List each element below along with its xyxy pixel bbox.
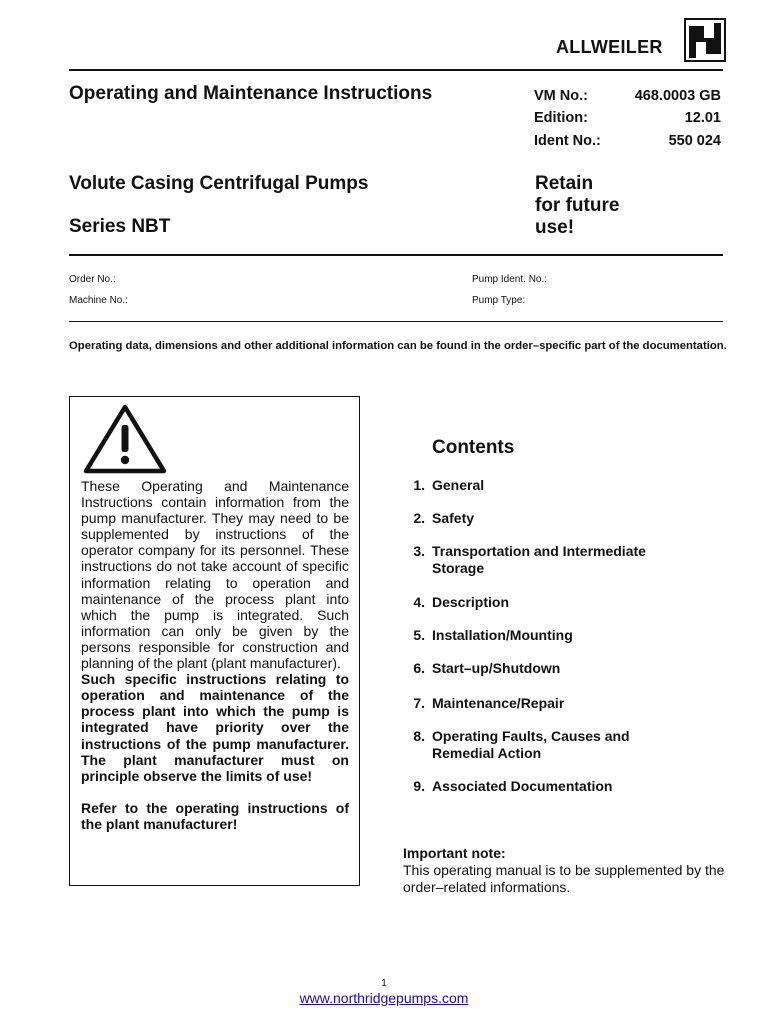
warning-triangle-icon bbox=[82, 403, 168, 475]
important-note-text: This operating manual is to be supplemented by the order–related informations. bbox=[403, 862, 725, 895]
contents-title: Contents bbox=[432, 437, 515, 458]
document-title: Operating and Maintenance Instructions bbox=[69, 83, 433, 104]
important-note-title: Important note: bbox=[403, 845, 506, 861]
warning-paragraph-1: These Operating and Maintenance Instructions contain information from the pump manufacturer. They may need to be supplemented by instructions of the operator company for its personnel. These instructions do not take account of specific information relating to operation and maintenance of the process plant into which the pump is integrated. Such information can only be given by the persons responsible for construction and planning of the plant (plant manufacturer). bbox=[81, 478, 349, 672]
toc-item-number: 7. bbox=[413, 695, 425, 711]
ident-no-value: 550 024 bbox=[668, 133, 721, 149]
series-name: Series NBT bbox=[69, 216, 171, 237]
toc-item-label: Associated Documentation bbox=[432, 778, 613, 794]
machine-no-field: Machine No.: bbox=[69, 295, 128, 306]
vm-no-label: VM No.: bbox=[534, 88, 588, 104]
toc-item-label: General bbox=[432, 477, 485, 493]
toc-item-label: Start–up/Shutdown bbox=[432, 660, 561, 676]
ident-no-label: Ident No.: bbox=[534, 133, 601, 149]
toc-item-number: 9. bbox=[413, 778, 425, 794]
retain-notice-line2: for future bbox=[535, 195, 620, 216]
pump-ident-no-field: Pump Ident. No.: bbox=[472, 274, 548, 285]
toc-item-label: Transportation and Intermediate Storage bbox=[432, 543, 646, 576]
warning-paragraph-3: Refer to the operating instructions of the plant manufacturer! bbox=[81, 799, 349, 832]
toc-item-number: 1. bbox=[413, 477, 425, 493]
order-no-field: Order No.: bbox=[69, 274, 116, 285]
footer-website-link[interactable]: www.northridgepumps.com bbox=[299, 990, 469, 1006]
edition-label: Edition: bbox=[534, 110, 588, 126]
warning-paragraph-2: Such specific instructions relating to operation and maintenance of the process plant into which the pump is integrated have priority over the instructions of the pump manufacturer. The plant manufacturer must on principle observe the limits of use! bbox=[81, 671, 349, 784]
documentation-note: Operating data, dimensions and other additional information can be found in the order–specific part of the documentation. bbox=[69, 340, 727, 352]
logo-brand-text: ALLWEILER bbox=[556, 37, 663, 57]
vm-no-value: 468.0003 GB bbox=[634, 88, 721, 104]
toc-item-label: Operating Faults, Causes and Remedial Action bbox=[432, 728, 630, 761]
toc-item-number: 4. bbox=[413, 594, 425, 610]
toc-item-label: Maintenance/Repair bbox=[432, 695, 565, 711]
pump-type-field: Pump Type: bbox=[472, 295, 526, 306]
company-logo bbox=[556, 18, 726, 62]
toc-item-number: 2. bbox=[413, 510, 425, 526]
document-subtitle: Volute Casing Centrifugal Pumps bbox=[69, 173, 369, 194]
fields-bottom-rule bbox=[69, 321, 723, 322]
retain-notice-line1: Retain bbox=[535, 173, 594, 194]
warning-box bbox=[69, 396, 360, 886]
toc-item-label: Safety bbox=[432, 510, 475, 526]
edition-value: 12.01 bbox=[684, 110, 721, 126]
header-bottom-rule bbox=[69, 254, 723, 256]
important-note bbox=[403, 845, 733, 896]
retain-notice-line3: use! bbox=[535, 217, 575, 238]
toc-item-number: 8. bbox=[413, 728, 425, 744]
page-number: 1 bbox=[381, 978, 387, 989]
toc-item-label: Description bbox=[432, 594, 510, 610]
toc-item-number: 6. bbox=[413, 660, 425, 676]
allweiler-logo-icon bbox=[684, 18, 726, 62]
toc-item-number: 5. bbox=[413, 627, 425, 643]
toc-item-number: 3. bbox=[413, 543, 425, 559]
header-top-rule bbox=[69, 69, 723, 71]
warning-text bbox=[81, 478, 349, 832]
toc-item-label: Installation/Mounting bbox=[432, 627, 573, 643]
